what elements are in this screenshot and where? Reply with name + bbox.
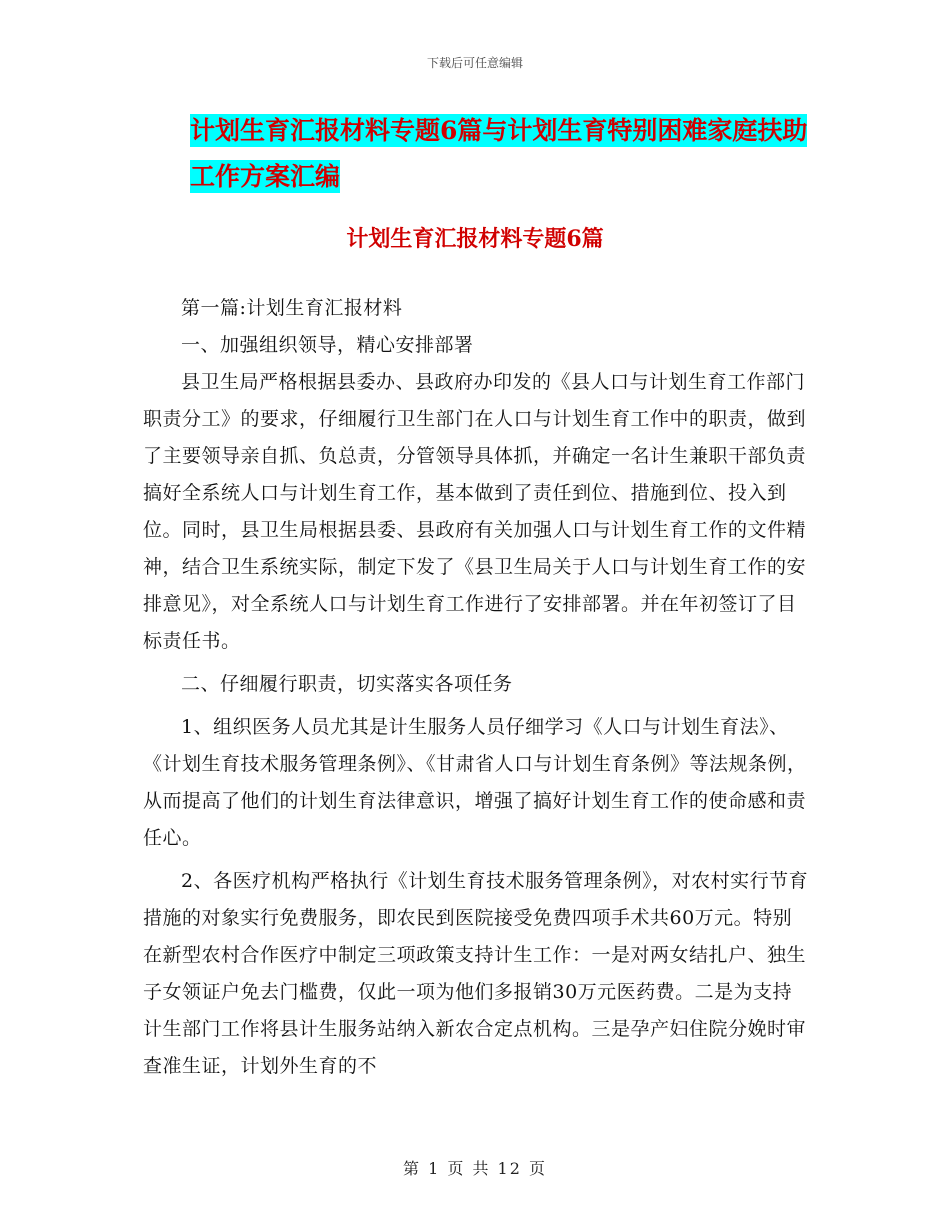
body-paragraph: 2、各医疗机构严格执行《计划生育技术服务管理条例》，对农村实行节育措施的对象实行免费服务，即农民到医院接受免费四项手术共60万元。特别在新型农村合作医疗中制定三项政策支持计生工作：一是对两女结扎户、独生子女领证户免去门槛费，仅此一项为他们多报销30万元医药费。二是为支持计生部门工作将县计生服务站纳入新农合定点机构。三是孕产妇住院分娩时审查准生证，计划外生育的不 <box>143 870 809 1077</box>
document-body <box>143 290 810 1085</box>
document-title-highlight: 计划生育汇报材料专题6篇与计划生育特别困难家庭扶助工作方案汇编 <box>190 116 808 191</box>
document-title <box>190 108 810 200</box>
body-paragraph-heading-2: 二、仔细履行职责，切实落实各项任务 <box>181 673 513 695</box>
section-title: 计划生育汇报材料专题6篇 <box>346 226 604 252</box>
header-note: 下载后可任意编辑 <box>426 56 523 70</box>
page-number-footer: 第 1 页 共 12 页 <box>403 1159 547 1178</box>
body-paragraph-heading-1: 一、加强组织领导，精心安排部署 <box>181 334 474 356</box>
body-paragraph: 1、组织医务人员尤其是计生服务人员仔细学习《人口与计划生育法》、《计划生育技术服务管理条例》、《甘肃省人口与计划生育条例》等法规条例，从而提高了他们的计划生育法律意识，增强了搞好计划生育工作的使命感和责任心。 <box>143 716 807 849</box>
body-paragraph-chapter-heading: 第一篇:计划生育汇报材料 <box>181 297 403 319</box>
body-paragraph: 县卫生局严格根据县委办、县政府办印发的《县人口与计划生育工作部门职责分工》的要求，仔细履行卫生部门在人口与计划生育工作中的职责，做到了主要领导亲自抓、负总责，分管领导具体抓，并确定一名计生兼职干部负责搞好全系统人口与计划生育工作，基本做到了责任到位、措施到位、投入到位。同时，县卫生局根据县委、县政府有关加强人口与计划生育工作的文件精神，结合卫生系统实际，制定下发了《县卫生局关于人口与计划生育工作的安排意见》，对全系统人口与计划生育工作进行了安排部署。并在年初签订了目标责任书。 <box>143 371 807 652</box>
